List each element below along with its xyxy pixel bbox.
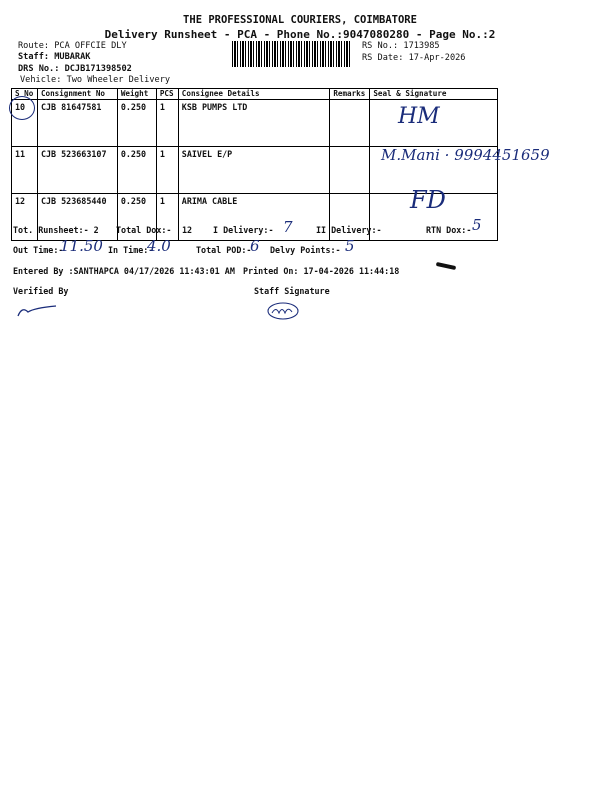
company-name: THE PROFESSIONAL COURIERS, COIMBATORE (183, 14, 417, 26)
cell-consignee: KSB PUMPS LTD (178, 100, 330, 147)
cell-weight: 0.250 (117, 194, 156, 241)
col-seal: Seal & Signature (370, 89, 498, 100)
rs-date: RS Date: 17-Apr-2026 (362, 53, 466, 63)
handwritten-circle (9, 96, 35, 120)
pen-mark (436, 262, 456, 270)
col-pcs: PCS (156, 89, 178, 100)
tot-runsheet: Tot. Runsheet:- 2 (13, 225, 99, 235)
staff-signature: Staff Signature (254, 286, 330, 296)
in-time-value: 4.0 (147, 237, 171, 255)
total-dox-value: 12 (182, 225, 193, 235)
cell-remarks (330, 147, 370, 194)
cell-consignment: CJB 81647581 (37, 100, 117, 147)
rs-number: RS No.: 1713985 (362, 41, 440, 51)
delvy-points-value: 5 (345, 237, 355, 255)
runsheet-title: Delivery Runsheet - PCA - Phone No.:9047080280 - Page No.:2 (104, 28, 496, 41)
cell-sno: 10 (12, 100, 38, 147)
cell-weight: 0.250 (117, 100, 156, 147)
cell-consignee: SAIVEL E/P (178, 147, 330, 194)
cell-sno: 11 (12, 147, 38, 194)
out-time-value: 11.50 (60, 237, 103, 255)
in-time-label: In Time:- (108, 245, 154, 255)
table-header-row (12, 89, 498, 100)
col-weight: Weight (117, 89, 156, 100)
cell-weight: 0.250 (117, 147, 156, 194)
cell-consignment: CJB 523685440 (37, 194, 117, 241)
col-sno: S No (12, 89, 38, 100)
col-remarks: Remarks (330, 89, 370, 100)
total-pod-value: 6 (250, 237, 260, 255)
cell-consignment: CJB 523663107 (37, 147, 117, 194)
barcode (232, 41, 352, 67)
col-consignment: Consignment No (37, 89, 117, 100)
cell-consignee: ARIMA CABLE (178, 194, 330, 241)
cell-remarks (330, 100, 370, 147)
verified-signature-mark (14, 300, 60, 320)
entered-by: Entered By :SANTHAPCA 04/17/2026 11:43:01 AM (13, 266, 235, 276)
ii-delivery-label: II Delivery:- (316, 225, 382, 235)
total-pod-label: Total POD:- (196, 245, 252, 255)
handwritten-signature-3: FD (410, 186, 446, 214)
drs-number: DRS No.: DCJB171398502 (18, 64, 132, 74)
i-delivery-value: 7 (283, 218, 293, 236)
route: Route: PCA OFFCIE DLY (18, 41, 127, 51)
cell-sno: 12 (12, 194, 38, 241)
staff-signature-mark (264, 300, 304, 322)
i-delivery-label: I Delivery:- (213, 225, 274, 235)
rtn-dox-label: RTN Dox:- (426, 225, 472, 235)
vehicle: Vehicle: Two Wheeler Delivery (20, 75, 171, 85)
cell-pcs: 1 (156, 194, 178, 241)
total-dox-label: Total Dox:- (116, 225, 172, 235)
col-consignee: Consignee Details (178, 89, 330, 100)
cell-pcs: 1 (156, 100, 178, 147)
delvy-points-label: Delvy Points:- (270, 245, 341, 255)
handwritten-signature-2: M.Mani · 9994451659 (381, 146, 550, 164)
verified-by: Verified By (13, 286, 69, 296)
printed-on: Printed On: 17-04-2026 11:44:18 (243, 266, 400, 276)
staff: Staff: MUBARAK (18, 52, 91, 62)
handwritten-signature-1: HM (398, 104, 440, 129)
out-time-label: Out Time:- (13, 245, 64, 255)
rtn-dox-value: 5 (472, 216, 482, 234)
cell-pcs: 1 (156, 147, 178, 194)
